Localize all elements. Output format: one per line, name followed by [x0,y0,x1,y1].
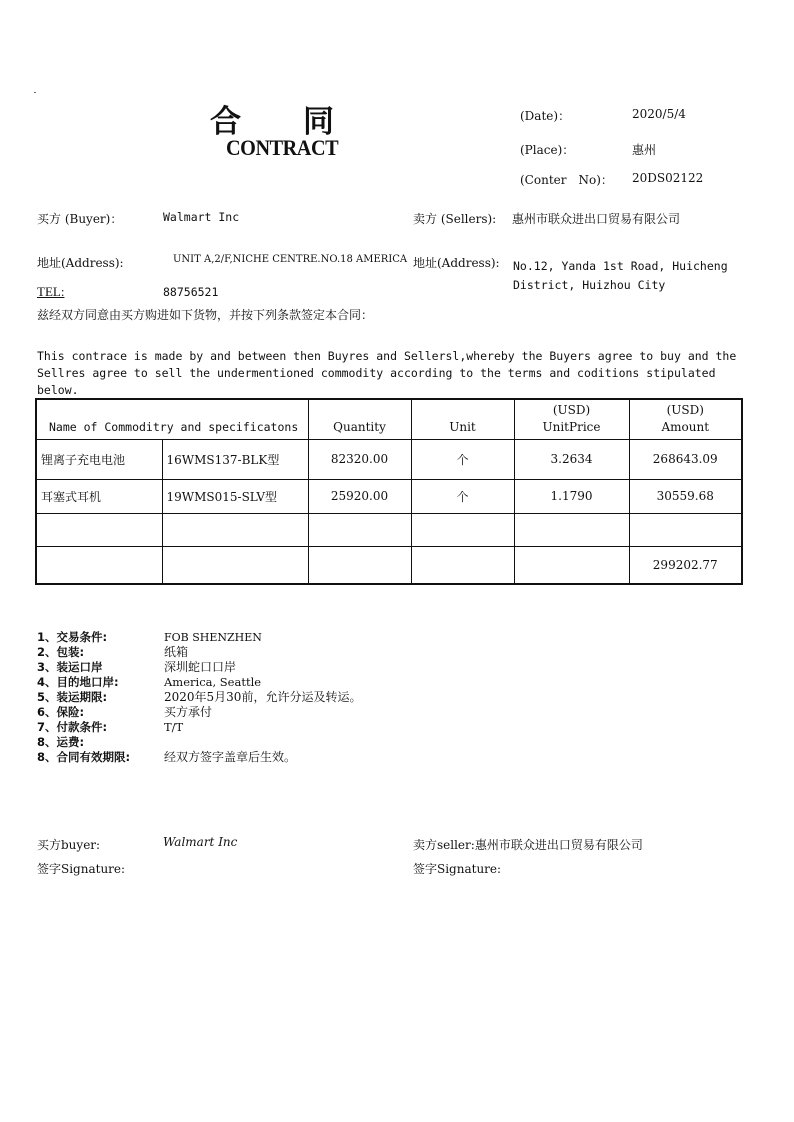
term-label: 8、合同有效期限: [37,750,131,764]
table-row-empty [36,513,742,546]
seller-address-label: 地址(Address): [413,256,500,270]
seller-label: 卖方 (Sellers): [413,212,497,226]
term-item [37,705,361,720]
table-header-row [36,399,742,439]
date-value: 2020/5/4 [632,107,686,121]
header-commodity: Name of Commoditry and specificatons [36,399,308,439]
term-value: 深圳蛇口口岸 [164,660,237,674]
place-label: (Place)： [520,143,575,157]
intro-chinese: 兹经双方同意由买方购进如下货物，并按下列条款签定本合同： [37,308,374,322]
term-item [37,630,361,645]
signature-buyer-label: 买方buyer: [37,838,101,852]
unit-price-currency: (USD) [552,402,591,417]
term-label: 8、运费: [37,735,85,749]
seller-name: 惠州市联众进出口贸易有限公司 [512,212,681,226]
table-total-row [36,546,742,584]
header-amount [629,399,742,439]
header-quantity: Quantity [308,399,411,439]
unit-price-label: UnitPrice [542,419,601,434]
scan-dot [34,92,36,93]
header-unit: Unit [411,399,514,439]
term-item [37,750,361,765]
contract-no-label: (Conter No)： [520,173,613,187]
place-value: 惠州 [632,143,657,157]
term-item [37,645,361,660]
term-value: T/T [164,720,184,734]
term-item [37,720,361,735]
date-label: (Date)： [520,109,571,123]
term-label: 5、装运期限: [37,690,108,704]
intro-english-line2: Sellres agree to sell the undermentioned commodity according to the terms and coditions stipulated [37,366,716,380]
row-unit: 个 [411,439,514,479]
tel-label: TEL: [37,284,65,299]
term-label: 4、目的地口岸: [37,675,119,689]
row-spec: 19WMS015-SLV型 [162,479,308,513]
row-spec: 16WMS137-BLK型 [162,439,308,479]
term-item [37,660,361,675]
signature-seller-label: 卖方seller:惠州市联众进出口贸易有限公司 [413,838,643,852]
buyer-address-label: 地址(Address): [37,256,124,270]
intro-english-line1: This contrace is made by and between then Buyres and Sellersl,whereby the Buyers agree to buy and the [37,349,737,363]
signature-seller-sign: 签字Signature: [413,862,502,876]
table-row [36,479,742,513]
term-label: 1、交易条件: [37,630,108,644]
title-chinese: 合 同 [210,104,334,140]
term-item [37,690,361,705]
buyer-label: 买方 (Buyer)： [37,212,123,226]
row-quantity: 25920.00 [308,479,411,513]
row-name: 锂离子充电电池 [36,439,162,479]
intro-english-line3: below. [37,383,79,397]
title-english: CONTRACT [226,135,339,160]
row-unit-price: 3.2634 [514,439,629,479]
amount-label: Amount [661,419,710,434]
row-unit: 个 [411,479,514,513]
goods-table [35,398,743,585]
term-item [37,675,361,690]
term-value: 纸箱 [164,645,189,659]
term-item [37,735,361,750]
table-row [36,439,742,479]
contract-no-value: 20DS02122 [632,171,704,185]
term-value: 2020年5月30前，允许分运及转运。 [164,690,362,704]
row-unit-price: 1.1790 [514,479,629,513]
term-label: 2、包装: [37,645,85,659]
term-value: America, Seattle [164,675,262,689]
terms-list [37,630,361,765]
total-amount: 299202.77 [629,546,742,584]
term-label: 7、付款条件: [37,720,108,734]
seller-address-line1: No.12, Yanda 1st Road, Huicheng [513,259,728,273]
amount-currency: (USD) [666,402,704,417]
signature-buyer-sign: 签字Signature: [37,862,126,876]
signature-buyer-name: Walmart Inc [163,835,238,849]
buyer-name: Walmart Inc [163,210,240,224]
term-label: 6、保险: [37,705,85,719]
header-unit-price [514,399,629,439]
seller-address-line2: District, Huizhou City [513,278,666,292]
term-value: 经双方签字盖章后生效。 [164,750,297,764]
buyer-address: UNIT A,2/F,NICHE CENTRE.NO.18 AMERICA [173,254,408,265]
term-label: 3、装运口岸 [37,660,103,674]
row-name: 耳塞式耳机 [36,479,162,513]
term-value: FOB SHENZHEN [164,631,262,644]
term-value: 买方承付 [164,705,213,719]
row-amount: 268643.09 [629,439,742,479]
row-quantity: 82320.00 [308,439,411,479]
row-amount: 30559.68 [629,479,742,513]
tel-value: 88756521 [163,285,219,299]
